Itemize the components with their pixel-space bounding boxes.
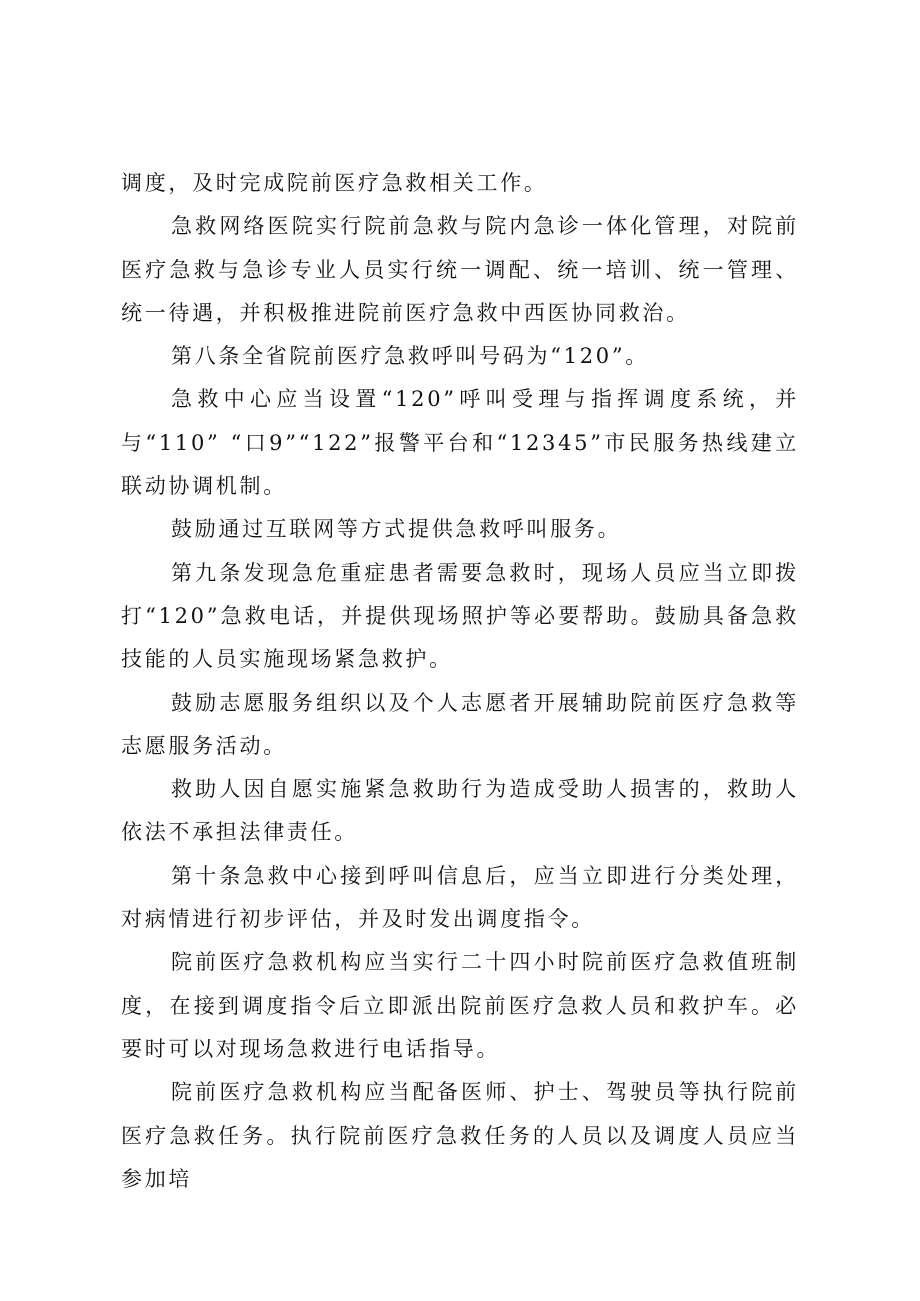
paragraph-article-9: 第九条发现急危重症患者需要急救时，现场人员应当立即拨打“120”急救电话，并提供现场照护等必要帮助。鼓励具备急救技能的人员实施现场紧急救护。 <box>121 560 799 672</box>
paragraph-rescuer-liability: 救助人因自愿实施紧急救助行为造成受助人损害的，救助人依法不承担法律责任。 <box>121 777 799 845</box>
paragraph-duty-system: 院前医疗急救机构应当实行二十四小时院前医疗急救值班制度，在接到调度指令后立即派出院前医疗急救人员和救护车。必要时可以对现场急救进行电话指导。 <box>121 950 799 1061</box>
paragraph-internet-call: 鼓励通过互联网等方式提供急救呼叫服务。 <box>171 517 622 542</box>
paragraph-network-hospital: 急救网络医院实行院前急救与院内急诊一体化管理，对院前医疗急救与急诊专业人员实行统一调配、统一培训、统一管理、统一待遇，并积极推进院前医疗急救中西医协同救治。 <box>121 214 799 325</box>
paragraph-volunteers: 鼓励志愿服务组织以及个人志愿者开展辅助院前医疗急救等志愿服务活动。 <box>121 690 799 758</box>
paragraph-continuation: 调度，及时完成院前医疗急救相关工作。 <box>121 171 548 195</box>
paragraph-dispatch-system: 急救中心应当设置“120”呼叫受理与指挥调度系统，并与“110” “口9”“122”报警平台和“12345”市民服务热线建立联动协调机制。 <box>121 387 799 499</box>
paragraph-staffing: 院前医疗急救机构应当配备医师、护士、驾驶员等执行院前医疗急救任务。执行院前医疗急救任务的人员以及调度人员应当参加培 <box>121 1080 799 1191</box>
paragraph-article-10: 第十条急救中心接到呼叫信息后，应当立即进行分类处理，对病情进行初步评估，并及时发出调度指令。 <box>121 863 799 932</box>
paragraph-article-8: 第八条全省院前医疗急救呼叫号码为“120”。 <box>171 344 649 369</box>
document-body <box>121 162 799 1201</box>
